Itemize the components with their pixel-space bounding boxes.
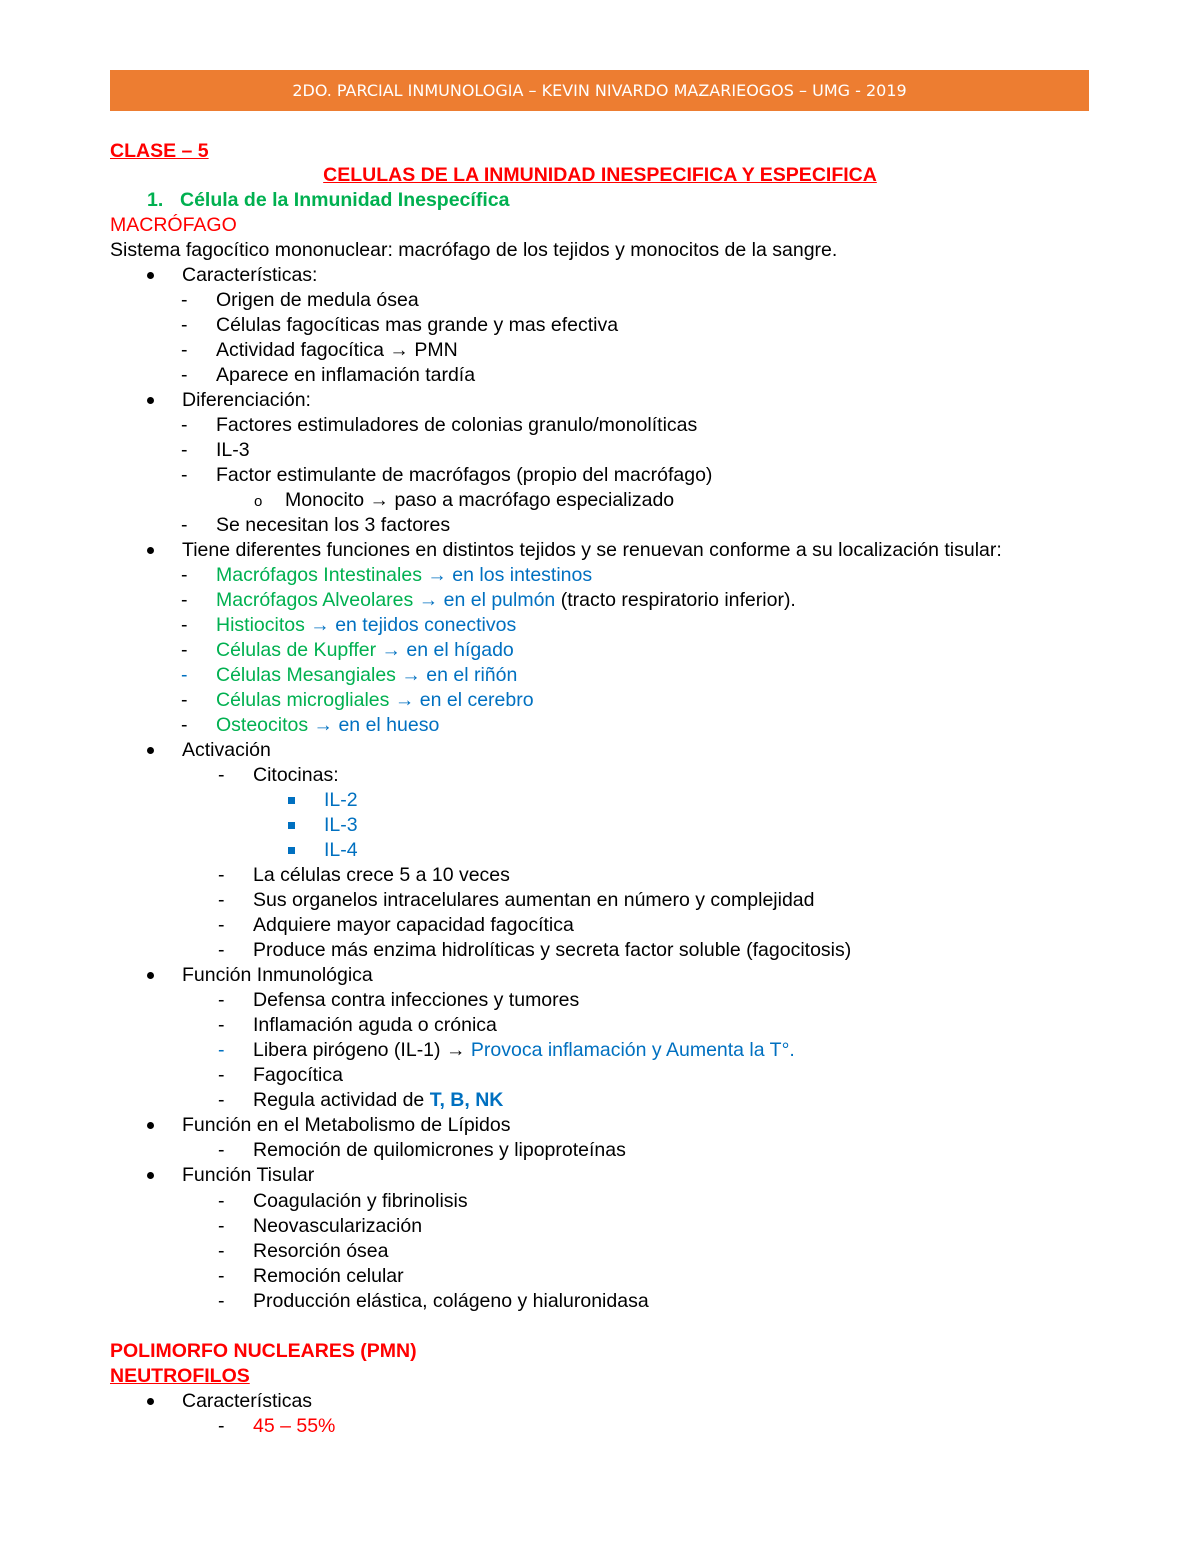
square-bullet-icon xyxy=(288,797,295,804)
bullet-icon xyxy=(147,1172,154,1179)
section-number: 1. xyxy=(147,189,164,211)
header-title: 2DO. PARCIAL INMUNOLOGIA – KEVIN NIVARDO MAZARIEOGOS – UMG - 2019 xyxy=(292,81,907,100)
class-label: CLASE – 5 xyxy=(110,140,209,162)
bullet-icon xyxy=(147,397,154,404)
section-heading xyxy=(147,188,510,212)
square-bullet-icon xyxy=(288,847,295,854)
bullet-icon xyxy=(147,272,154,279)
neutrofilos-heading: NEUTROFILOS xyxy=(110,1365,250,1387)
circle-bullet-icon: o xyxy=(254,493,263,510)
bullet-icon xyxy=(147,747,154,754)
document-page: 2DO. PARCIAL INMUNOLOGIA – KEVIN NIVARDO MAZARIEOGOS – UMG - 2019 CLASE – 5 CELULAS DE LA INMUNIDAD INESPECIFICA Y ESPECIFICA 1. Célula de la Inmunidad Inespecífica MACRÓFAGO Sistema fagocítico mononuclear: macrófago de los tejidos y monocitos de la sangre. Características: - Origen de medula ósea - Células fagocíticas mas grande y mas efectiva - Actividad fagocítica → PMN - Aparece en inflamación tardía Diferenciación: - Factores estimuladores de colonias granulo/monolíticas - IL-3 - Factor estimulante de macrófagos (propio del macrófago) o Monocito → paso a macrófago especializado - Se necesitan los 3 factores Tiene diferentes funciones en distintos tejidos y se renuevan conforme a su localización tisular: - Macrófagos Intestinales → en los intestinos - Macrófagos Alveolares → en el pulmón (tracto respiratorio inferior). - Histiocitos → en tejidos conectivos - Células de Kupffer → en el hígado - Células Mesangiales → en el riñón - Células microgliales → en el cerebro - Osteocitos → en el hueso Activación - Citocinas: IL-2 IL-3 IL-4 - La células crece 5 a 10 veces - Sus organelos intracelulares aumentan en número y complejidad - Adquiere mayor capacidad fagocítica - Produce más enzima hidrolíticas y secreta factor soluble (fagocitosis) Función Inmunológica - Defensa contra infecciones y tumores - Inflamación aguda o crónica - Libera pirógeno (IL-1) → Provoca inflamación y Aumenta la T°. - Fagocítica - Regula actividad de T, B, NK Función en el Metabolismo de Lípidos - Remoción de quilomicrones y lipoproteínas Función Tisular - Coagulación y fibrinolisis - Neovascularización - Resorción ósea - Remoción celular - Producción elástica, colágeno y hialuronidasa POLIMORFO NUCLEARES (PMN) NEUTROFILOS Características - 45 – 55% xyxy=(0,0,1200,1553)
document-title: CELULAS DE LA INMUNIDAD INESPECIFICA Y ESPECIFICA xyxy=(323,164,877,186)
macrofago-heading: MACRÓFAGO xyxy=(110,214,237,236)
bullet-icon xyxy=(147,972,154,979)
square-bullet-icon xyxy=(288,822,295,829)
bullet-icon xyxy=(147,547,154,554)
bullet-icon xyxy=(147,1398,154,1405)
intro-text: Sistema fagocítico mononuclear: macrófago de los tejidos y monocitos de la sangre. xyxy=(110,239,838,261)
section-text: Célula de la Inmunidad Inespecífica xyxy=(180,189,510,211)
header-bar xyxy=(110,70,1089,111)
bullet-icon xyxy=(147,1122,154,1129)
pmn-heading: POLIMORFO NUCLEARES (PMN) xyxy=(110,1340,417,1362)
